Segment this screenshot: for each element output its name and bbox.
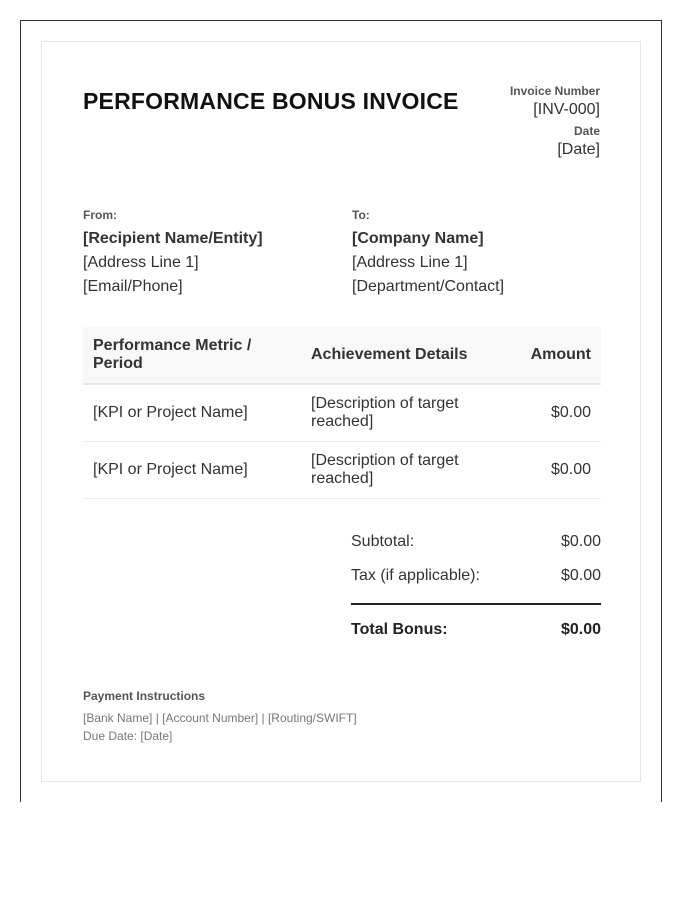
to-label: To: <box>352 208 370 222</box>
invoice-date-value: [Date] <box>557 141 600 158</box>
table-row <box>83 441 601 498</box>
total-value: $0.00 <box>560 621 601 638</box>
row-details: [Description of target reached] <box>301 384 511 441</box>
invoice-sheet <box>41 41 641 782</box>
row-amount: $0.00 <box>511 441 601 498</box>
table-row <box>83 384 601 441</box>
invoice-number-label: Invoice Number <box>509 84 600 98</box>
row-metric: [KPI or Project Name] <box>83 441 301 498</box>
invoice-title: PERFORMANCE BONUS INVOICE <box>83 88 459 114</box>
from-address: [Address Line 1] <box>83 254 199 271</box>
payment-due-line: Due Date: [Date] <box>83 729 173 743</box>
to-contact: [Department/Contact] <box>352 278 505 295</box>
to-address: [Address Line 1] <box>352 254 468 271</box>
row-amount: $0.00 <box>511 384 601 441</box>
row-metric: [KPI or Project Name] <box>83 384 301 441</box>
subtotal-row <box>351 525 601 559</box>
tax-label: Tax (if applicable): <box>351 567 480 584</box>
row-details: [Description of target reached] <box>301 441 511 498</box>
payment-instructions <box>83 689 357 745</box>
bonus-table <box>83 327 601 499</box>
total-label: Total Bonus: <box>351 621 448 638</box>
invoice-meta <box>510 84 600 164</box>
header-amount: Amount <box>511 327 601 384</box>
payment-bank-line: [Bank Name] | [Account Number] | [Routing/SWIFT] <box>83 711 357 725</box>
to-name: [Company Name] <box>352 230 484 247</box>
table-header-row <box>83 327 601 384</box>
tax-row <box>351 559 601 593</box>
totals-block <box>351 525 601 647</box>
subtotal-value: $0.00 <box>560 533 601 550</box>
total-row <box>351 603 601 647</box>
tax-value: $0.00 <box>560 567 601 584</box>
header-details: Achievement Details <box>301 327 511 384</box>
invoice-date-label: Date <box>573 124 600 138</box>
to-block <box>352 208 592 299</box>
payment-label: Payment Instructions <box>83 689 206 703</box>
from-name: [Recipient Name/Entity] <box>83 230 263 247</box>
from-label: From: <box>83 208 117 222</box>
subtotal-label: Subtotal: <box>351 533 415 550</box>
from-block <box>83 208 323 299</box>
header-metric: Performance Metric / Period <box>83 327 301 384</box>
from-contact: [Email/Phone] <box>83 278 183 295</box>
invoice-number-value: [INV-000] <box>533 101 600 118</box>
